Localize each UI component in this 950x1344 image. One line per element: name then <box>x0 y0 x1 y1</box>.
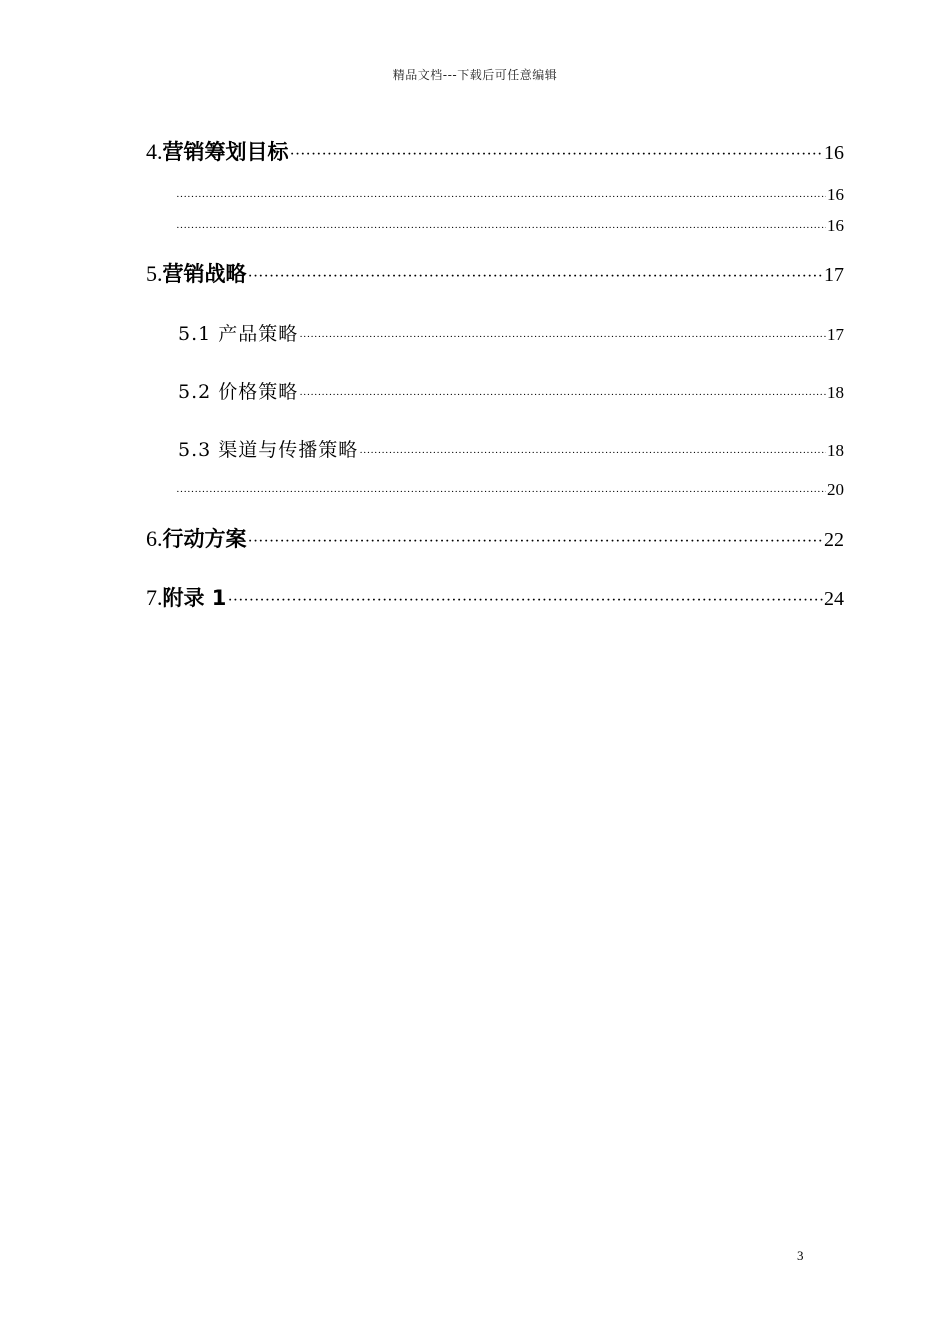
toc-page-number: 16 <box>824 142 844 164</box>
toc-leader-dots <box>248 268 824 286</box>
toc-entry-label: 5.1 产品策略 <box>178 323 299 345</box>
toc-leader-dots <box>299 331 826 343</box>
toc-entry-title: 附录 1 <box>162 586 227 610</box>
toc-entry-title: 营销筹划目标 <box>162 140 289 164</box>
toc-entry-number: 5. <box>146 261 163 286</box>
document-header: 精品文档---下载后可任意编辑 <box>392 68 558 82</box>
toc-leader-dots <box>359 447 826 459</box>
toc-page-number: 24 <box>824 588 844 610</box>
toc-entry-label: 5.2 价格策略 <box>178 381 299 403</box>
page-number: 3 <box>797 1248 804 1263</box>
toc-page-number: 22 <box>824 529 844 551</box>
toc-page-number: 16 <box>827 216 844 235</box>
toc-entry-6[interactable] <box>146 523 844 553</box>
toc-leader-dots <box>248 533 824 551</box>
toc-entry-7[interactable] <box>146 582 844 612</box>
toc-entry-blank[interactable] <box>176 480 844 500</box>
toc-entry-5-1[interactable] <box>178 319 844 346</box>
toc-leader-dots <box>176 222 826 234</box>
toc-page-number: 18 <box>827 441 844 460</box>
toc-entry-title: 行动方案 <box>162 527 247 551</box>
toc-page-number: 17 <box>827 325 844 344</box>
toc-entry-label: 5.3 渠道与传播策略 <box>178 439 359 461</box>
toc-entry-number: 7. <box>146 585 163 610</box>
toc-entry-title: 营销战略 <box>162 262 247 286</box>
toc-entry-4[interactable] <box>146 136 844 166</box>
toc-entry-5-3[interactable] <box>178 435 844 462</box>
toc-entry-label <box>146 523 247 553</box>
toc-entry-label <box>146 136 289 166</box>
toc-entry-5[interactable] <box>146 258 844 288</box>
toc-leader-dots <box>290 146 824 164</box>
toc-leader-dots <box>176 486 826 498</box>
toc-entry-blank[interactable] <box>176 185 844 205</box>
toc-entry-5-2[interactable] <box>178 377 844 404</box>
toc-leader-dots <box>176 191 826 203</box>
toc-page-number: 18 <box>827 383 844 402</box>
toc-entry-number: 4. <box>146 139 163 164</box>
toc-entry-number: 6. <box>146 526 163 551</box>
toc-entry-label <box>146 582 226 612</box>
toc-entry-label <box>146 258 247 288</box>
toc-leader-dots <box>299 389 826 401</box>
toc-page-number: 17 <box>824 264 844 286</box>
toc-entry-blank[interactable] <box>176 216 844 236</box>
toc-page-number: 20 <box>827 480 844 499</box>
toc-leader-dots <box>227 592 823 610</box>
toc-page-number: 16 <box>827 185 844 204</box>
